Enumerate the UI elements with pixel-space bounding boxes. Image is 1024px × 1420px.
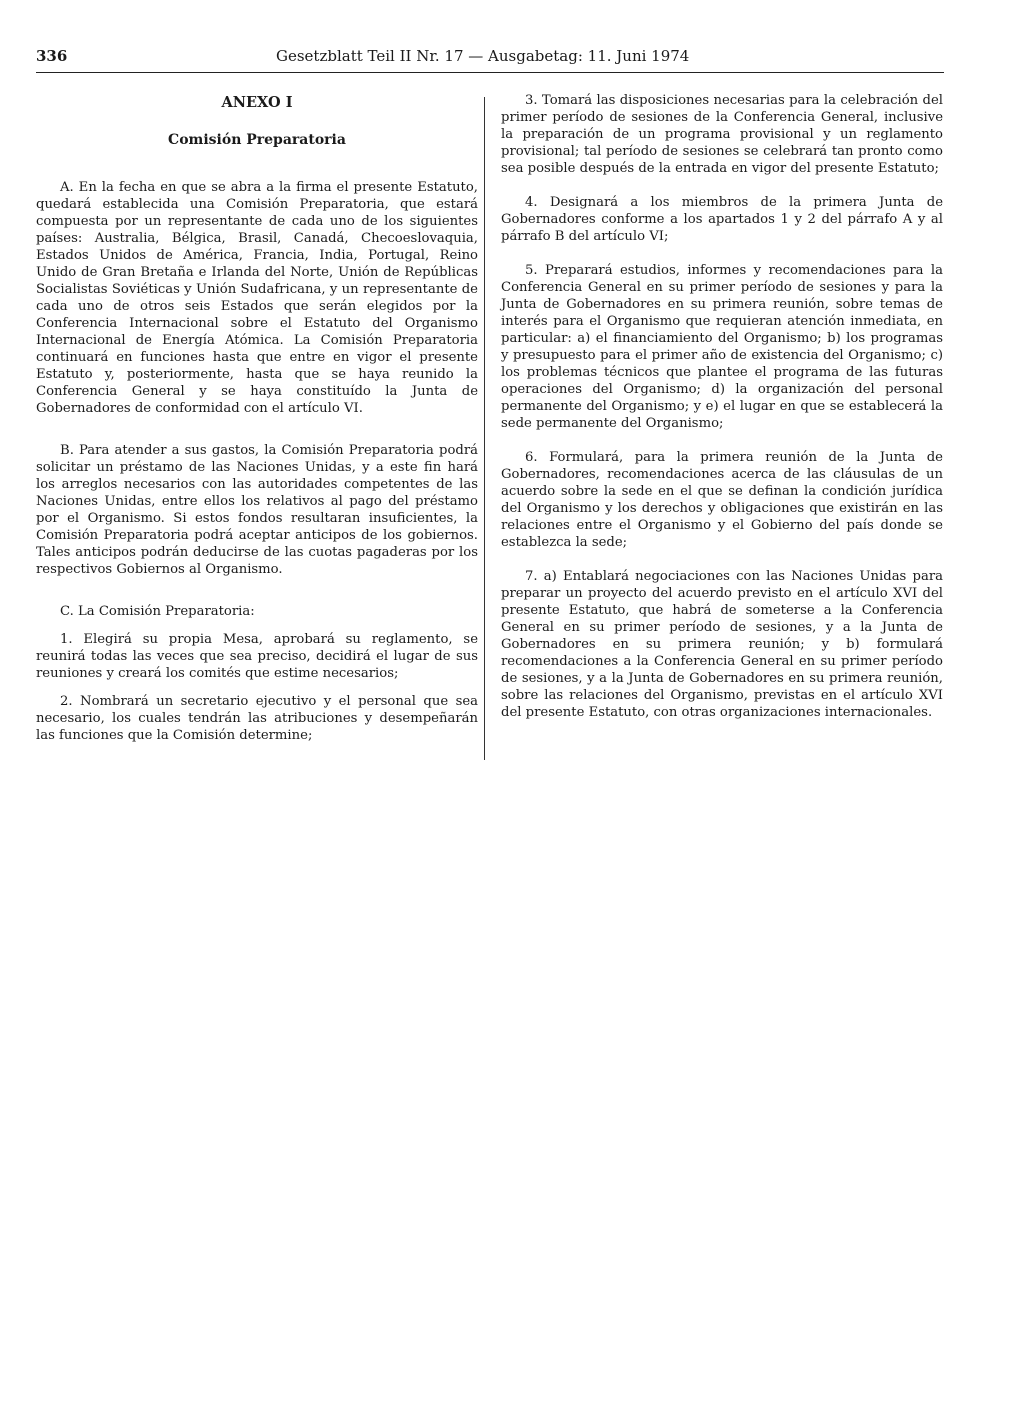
list-item-1: 1. Elegirá su propia Mesa, aprobará su reglamento, se reunirá todas las veces que sea preciso, decidirá el lugar de sus reuniones y creará los comités que estime necesarios;: [36, 632, 478, 681]
list-item-2: 2. Nombrará un secretario ejecutivo y el personal que sea necesario, los cuales tendrán las atribuciones y desempeñarán las funciones que la Comisión determine;: [36, 694, 478, 743]
list-item-7: 7. a) Entablará negociaciones con las Naciones Unidas para preparar un proyecto del acuerdo previsto en el artículo XVI del presente Estatuto, que habrá de someterse a la Conferencia General en su primer período de sesiones, y a la Junta de Gobernadores en su primera reunión; y b) formulará recomendaciones a la Conferencia General en su primer período de sesiones, y a la Junta de Gobernadores en su primera reunión, sobre las relaciones del Organismo, previstas en el artículo XVI del presente Estatuto, con otras organizaciones internacionales.: [501, 569, 943, 720]
annex-subtitle: Comisión Preparatoria: [168, 132, 346, 148]
paragraph-a: A. En la fecha en que se abra a la firma el presente Estatuto, quedará establecida una Comisión Preparatoria, que estará compuesta por un representante de cada uno de los siguientes países: Australia, Bélgica, Brasil, Canadá, Checoeslovaquia, Estados Unidos de América, Francia, India, Portugal, Reino Unido de Gran Bretaña e Irlanda del Norte, Unión de Repúblicas Socialistas Soviéticas y Unión Sudafricana, y un representante de cada uno de otros seis Estados que serán elegidos por la Conferencia Internacional sobre el Estatuto del Organismo Internacional de Energía Atómica. La Comisión Preparatoria continuará en funciones hasta que entre en vigor el presente Estatuto y, posteriormente, hasta que se haya reunido la Conferencia General y se haya constituído la Junta de Gobernadores de conformidad con el artículo VI.: [36, 180, 478, 416]
annex-title: ANEXO I: [221, 94, 293, 111]
paragraph-b: B. Para atender a sus gastos, la Comisión Preparatoria podrá solicitar un préstamo de las Naciones Unidas, y a este fin hará los arreglos necesarios con las autoridades competentes de las Naciones Unidas, entre ellos los relativos al pago del préstamo por el Organismo. Si estos fondos resultaran insuficientes, la Comisión Preparatoria podrá aceptar anticipos de los gobiernos. Tales anticipos podrán deducirse de las cuotas pagaderas por los respectivos Gobiernos al Organismo.: [36, 443, 478, 577]
page-header: [36, 47, 944, 71]
list-item-6: 6. Formulará, para la primera reunión de la Junta de Gobernadores, recomendaciones acerca de las cláusulas de un acuerdo sobre la sede en el que se definan la condición jurídica del Organismo y los derechos y obligaciones que existirán en las relaciones entre el Organismo y el Gobierno del país donde se establezca la sede;: [501, 450, 943, 550]
list-item-3: 3. Tomará las disposiciones necesarias para la celebración del primer período de sesiones de la Conferencia General, inclusive la preparación de un programa provisional y un reglamento provisional; tal período de sesiones se celebrará tan pronto como sea posible después de la entrada en vigor del presente Estatuto;: [501, 93, 943, 176]
list-item-4: 4. Designará a los miembros de la primera Junta de Gobernadores conforme a los apartados 1 y 2 del párrafo A y al párrafo B del artículo VI;: [501, 195, 943, 244]
left-column: [36, 92, 478, 744]
running-header-title: Gesetzblatt Teil II Nr. 17 — Ausgabetag: 11. Juni 1974: [276, 47, 690, 65]
right-column: [501, 92, 943, 721]
column-divider: [484, 97, 485, 760]
paragraph-c: C. La Comisión Preparatoria:: [60, 604, 255, 619]
header-rule: [36, 72, 944, 73]
page-number: 336: [36, 47, 68, 65]
list-item-5: 5. Preparará estudios, informes y recomendaciones para la Conferencia General en su primer período de sesiones y para la Junta de Gobernadores en su primera reunión, sobre temas de interés para el Organismo que requieran atención inmediata, en particular: a) el financiamiento del Organismo; b) los programas y presupuesto para el primer año de existencia del Organismo; c) los problemas técnicos que plantee el programa de las futuras operaciones del Organismo; d) la organización del personal permanente del Organismo; y e) el lugar en que se establecerá la sede permanente del Organismo;: [501, 263, 943, 431]
